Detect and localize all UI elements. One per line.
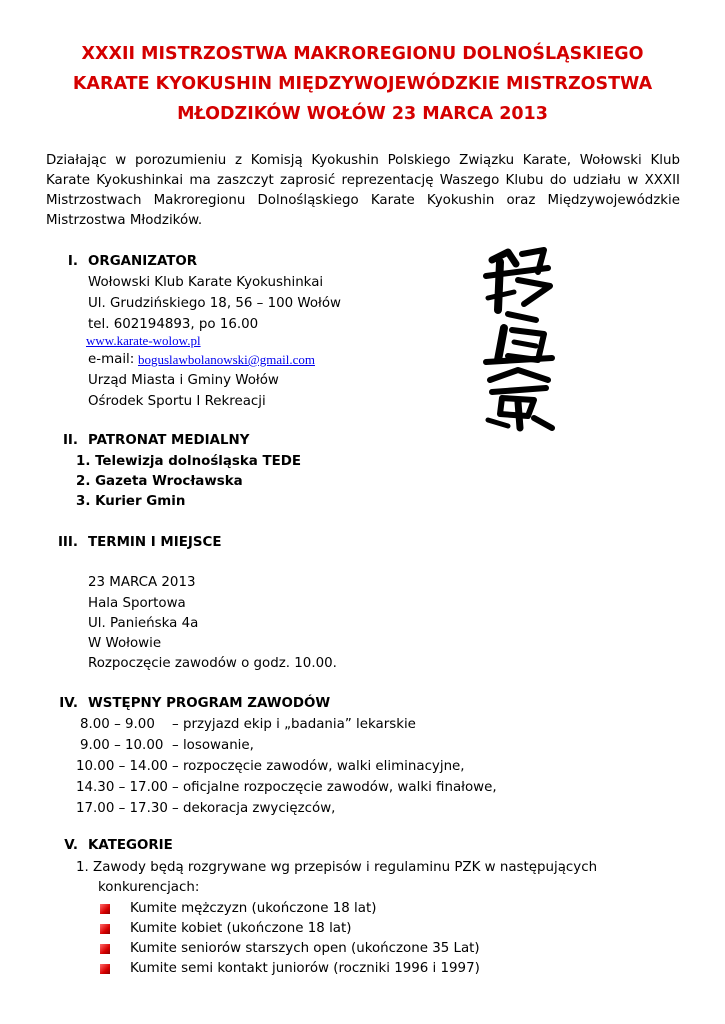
intro-line-1: Działając w porozumieniu z Komisją Kyokushin Polskiego Związku Karate, Wołowski Klub xyxy=(46,153,680,168)
patronage-item-2: 2. Gazeta Wrocławska xyxy=(76,474,243,489)
intro-line-4: Mistrzostwa Młodzików. xyxy=(46,213,203,228)
kyokushin-kanji-logo xyxy=(478,242,558,432)
section-heading-patronage: PATRONAT MEDIALNY xyxy=(88,433,250,448)
organizer-partner-1: Urząd Miasta i Gminy Wołów xyxy=(88,373,279,388)
organizer-email-link[interactable]: boguslawbolanowski@gmail.com xyxy=(138,352,315,367)
intro-line-2: Karate Kyokushinkai ma zaszczyt zaprosić reprezentację Waszego Klubu do udziału w XXXII xyxy=(46,173,680,188)
section-numeral-categories: V. xyxy=(64,838,78,853)
title-line-2: KARATE KYOKUSHIN MIĘDZYWOJEWÓDZKIE MISTRZOSTWA xyxy=(72,74,653,94)
intro-line-3: Mistrzostwach Makroregionu Dolnośląskiego Karate Kyokushin oraz Międzywojewódzkie xyxy=(46,193,680,208)
title-line-1: XXXII MISTRZOSTWA MAKROREGIONU DOLNOŚLĄSKIEGO xyxy=(81,44,644,64)
category-item-3: Kumite seniorów starszych open (ukończone 35 Lat) xyxy=(130,941,480,956)
venue-date: 23 MARCA 2013 xyxy=(88,575,196,590)
program-desc-2: – losowanie, xyxy=(172,738,254,753)
section-heading-categories: KATEGORIE xyxy=(88,838,173,853)
bullet-icon xyxy=(100,904,110,914)
section-numeral-program: IV. xyxy=(59,696,78,711)
program-desc-5: – dekoracja zwycięzców, xyxy=(172,801,336,816)
program-desc-4: – oficjalne rozpoczęcie zawodów, walki finałowe, xyxy=(172,780,497,795)
category-item-1: Kumite mężczyzn (ukończone 18 lat) xyxy=(130,901,377,916)
organizer-address: Ul. Grudzińskiego 18, 56 – 100 Wołów xyxy=(88,296,341,311)
organizer-partner-2: Ośrodek Sportu I Rekreacji xyxy=(88,394,266,409)
section-numeral-patronage: II. xyxy=(62,433,78,448)
organizer-website-link[interactable]: www.karate-wolow.pl xyxy=(86,333,201,348)
organizer-club: Wołowski Klub Karate Kyokushinkai xyxy=(88,275,324,290)
category-item-4: Kumite semi kontakt juniorów (roczniki 1996 i 1997) xyxy=(130,961,480,976)
venue-city: W Wołowie xyxy=(88,636,162,651)
venue-start-time: Rozpoczęcie zawodów o godz. 10.00. xyxy=(88,656,337,671)
program-time-1: 8.00 – 9.00 xyxy=(80,717,155,732)
organizer-phone: tel. 602194893, po 16.00 xyxy=(88,317,259,332)
program-time-4: 14.30 – 17.00 xyxy=(76,780,168,795)
venue-street: Ul. Panieńska 4a xyxy=(88,616,199,631)
section-numeral-organizer: I. xyxy=(67,254,78,269)
title-line-3: MŁODZIKÓW WOŁÓW 23 MARCA 2013 xyxy=(177,104,548,124)
program-time-3: 10.00 – 14.00 xyxy=(76,759,168,774)
program-time-2: 9.00 – 10.00 xyxy=(80,738,164,753)
patronage-item-1: 1. Telewizja dolnośląska TEDE xyxy=(76,454,302,469)
section-heading-venue: TERMIN I MIEJSCE xyxy=(88,535,222,550)
venue-hall: Hala Sportowa xyxy=(88,596,186,611)
patronage-item-3: 3. Kurier Gmin xyxy=(76,494,186,509)
section-numeral-venue: III. xyxy=(57,535,78,550)
program-desc-1: – przyjazd ekip i „badania” lekarskie xyxy=(172,717,416,732)
section-heading-program: WSTĘPNY PROGRAM ZAWODÓW xyxy=(88,696,331,711)
program-time-5: 17.00 – 17.30 xyxy=(76,801,168,816)
categories-rule-line-1: 1. Zawody będą rozgrywane wg przepisów i regulaminu PZK w następujących xyxy=(76,860,598,875)
category-item-2: Kumite kobiet (ukończone 18 lat) xyxy=(130,921,352,936)
bullet-icon xyxy=(100,964,110,974)
bullet-icon xyxy=(100,944,110,954)
organizer-email-label: e-mail: xyxy=(88,352,135,367)
categories-rule-line-2: konkurencjach: xyxy=(98,880,200,895)
bullet-icon xyxy=(100,924,110,934)
program-desc-3: – rozpoczęcie zawodów, walki eliminacyjne, xyxy=(172,759,465,774)
section-heading-organizer: ORGANIZATOR xyxy=(88,254,198,269)
